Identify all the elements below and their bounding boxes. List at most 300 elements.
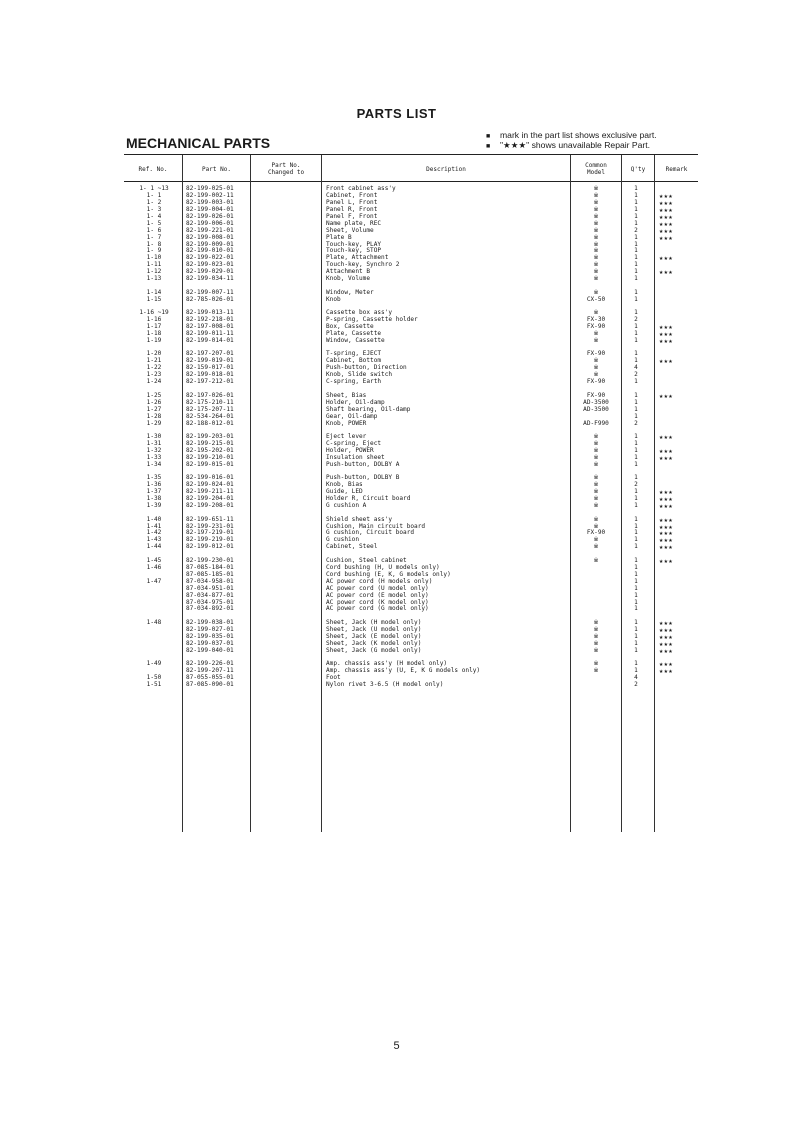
- part-no-cell: 82-199-203-01: [186, 433, 234, 441]
- ref-no-cell: 1- 7: [146, 233, 162, 241]
- description-cell: Box, Cassette: [326, 323, 374, 331]
- quantity-cell: 1: [634, 584, 638, 592]
- description-cell: Sheet, Jack (G model only): [326, 646, 422, 654]
- description-cell: Push-button, DOLBY A: [326, 460, 400, 468]
- description-cell: Cushion, Main circuit board: [326, 522, 426, 530]
- quantity-cell: 1: [634, 309, 638, 317]
- ref-no-cell: 1-21: [146, 357, 162, 365]
- quantity-cell: 1: [634, 570, 638, 578]
- ref-no-cell: 1-30: [146, 433, 162, 441]
- remark-cell: ★★★: [659, 336, 674, 345]
- part-no-cell: 82-199-025-01: [186, 185, 234, 192]
- description-cell: Amp. chassis ass'y (H model only): [326, 660, 448, 668]
- description-cell: T-spring, EJECT: [326, 350, 382, 358]
- part-no-cell: 82-197-008-01: [186, 323, 234, 331]
- table-row: [0, 242, 793, 249]
- ref-no-cell: 1- 9: [146, 247, 162, 255]
- ref-no-cell: 1-40: [146, 515, 162, 523]
- ref-no-cell: 1-43: [146, 536, 162, 544]
- table-row: [0, 448, 793, 455]
- ref-no-cell: 1- 3: [146, 205, 162, 213]
- quantity-cell: 1: [634, 515, 638, 523]
- quantity-cell: 1: [634, 646, 638, 654]
- part-no-cell: 82-199-002-11: [186, 191, 234, 199]
- parts-table-body: [0, 186, 793, 696]
- common-model-cell: ※: [593, 502, 599, 510]
- table-row: [0, 228, 793, 235]
- part-no-cell: 87-085-184-01: [186, 563, 234, 571]
- remark-cell: ★★★: [659, 233, 674, 242]
- common-model-cell: ※: [593, 212, 599, 220]
- table-row: [0, 200, 793, 207]
- part-no-cell: 82-199-037-01: [186, 639, 234, 647]
- ref-no-cell: 1-11: [146, 261, 162, 269]
- part-no-cell: 82-199-226-01: [186, 660, 234, 668]
- table-row: [0, 317, 793, 324]
- remark-cell: ★★★: [659, 556, 674, 565]
- description-cell: Plate B: [326, 233, 352, 241]
- table-row: [0, 193, 793, 200]
- remark-cell: ★★★: [659, 625, 674, 634]
- part-no-cell: 82-195-202-01: [186, 446, 234, 454]
- ref-no-cell: 1-42: [146, 529, 162, 537]
- remark-cell: ★★★: [659, 667, 674, 676]
- legend-note-text: "★★★" shows unavailable Repair Part.: [500, 140, 651, 150]
- header-description: Description: [426, 165, 466, 173]
- ref-no-cell: 1-39: [146, 502, 162, 510]
- ref-no-cell: 1-23: [146, 371, 162, 379]
- parts-group: [0, 475, 793, 510]
- part-no-cell: 82-199-016-01: [186, 474, 234, 482]
- table-row: [0, 503, 793, 510]
- quantity-cell: 1: [634, 625, 638, 633]
- part-no-cell: 82-199-231-01: [186, 522, 234, 530]
- quantity-cell: 1: [634, 191, 638, 199]
- table-row: [0, 606, 793, 613]
- header-quantity: Q'ty: [630, 165, 646, 173]
- legend-notes: [486, 131, 657, 151]
- part-no-cell: 87-034-892-01: [186, 605, 234, 613]
- part-no-cell: 82-199-007-11: [186, 288, 234, 296]
- part-no-cell: 82-199-013-11: [186, 309, 234, 317]
- parts-group: [0, 290, 793, 304]
- ref-no-cell: 1-32: [146, 446, 162, 454]
- common-model-cell: ※: [593, 536, 599, 544]
- remark-cell: ★★★: [659, 219, 674, 228]
- quantity-cell: 1: [634, 288, 638, 296]
- description-cell: Panel R, Front: [326, 205, 378, 213]
- quantity-cell: 1: [634, 412, 638, 420]
- quantity-cell: 2: [634, 481, 638, 489]
- part-no-cell: 82-199-035-01: [186, 632, 234, 640]
- part-no-cell: 82-199-004-01: [186, 205, 234, 213]
- common-model-cell: ※: [593, 488, 599, 496]
- description-cell: Knob, Volume: [326, 275, 371, 283]
- quantity-cell: 1: [634, 502, 638, 510]
- common-model-cell: ※: [593, 219, 599, 227]
- header-remark: Remark: [665, 165, 688, 173]
- part-no-cell: 82-199-207-11: [186, 667, 234, 675]
- description-cell: Nylon rivet 3-6.5 (H model only): [326, 681, 444, 689]
- part-no-cell: 82-199-204-01: [186, 495, 234, 503]
- table-row: [0, 496, 793, 503]
- ref-no-cell: 1-15: [146, 295, 162, 303]
- common-model-cell: ※: [593, 660, 599, 668]
- description-cell: G cushion A: [326, 502, 367, 510]
- quantity-cell: 2: [634, 226, 638, 234]
- parts-group: [0, 434, 793, 469]
- common-model-cell: FX-90: [586, 391, 606, 399]
- common-model-cell: FX-90: [586, 529, 606, 537]
- table-row: [0, 544, 793, 551]
- part-no-cell: 82-199-018-01: [186, 371, 234, 379]
- ref-no-cell: 1-45: [146, 556, 162, 564]
- remark-cell: ★★★: [659, 198, 674, 207]
- table-top-rule: [124, 154, 698, 155]
- remark-cell: ★★★: [659, 543, 674, 552]
- quantity-cell: 1: [634, 577, 638, 585]
- common-model-cell: ※: [593, 495, 599, 503]
- part-no-cell: 87-034-951-01: [186, 584, 234, 592]
- description-cell: Push-button, DOLBY B: [326, 474, 400, 482]
- part-no-cell: 82-199-026-01: [186, 212, 234, 220]
- table-row: [0, 248, 793, 255]
- remark-cell: ★★★: [659, 536, 674, 545]
- table-row: [0, 214, 793, 221]
- description-cell: Eject lever: [326, 433, 367, 441]
- square-bullet-icon: ■: [486, 133, 491, 140]
- header-ref-no: Ref. No.: [138, 165, 168, 173]
- quantity-cell: 1: [634, 563, 638, 571]
- part-no-cell: 82-199-008-01: [186, 233, 234, 241]
- description-cell: Amp. chassis ass'y (U, E, K G models only): [326, 667, 481, 675]
- table-row: [0, 393, 793, 400]
- ref-no-cell: 1-35: [146, 474, 162, 482]
- table-row: [0, 235, 793, 242]
- table-header-rule: [124, 181, 698, 182]
- square-bullet-icon: ■: [486, 143, 491, 150]
- part-no-cell: 82-188-012-01: [186, 419, 234, 427]
- table-row: [0, 414, 793, 421]
- ref-no-cell: 1-28: [146, 412, 162, 420]
- quantity-cell: 1: [634, 605, 638, 613]
- description-cell: Cushion, Steel cabinet: [326, 556, 407, 564]
- table-row: [0, 186, 793, 193]
- description-cell: C-spring, Eject: [326, 439, 382, 447]
- header-common-model: Common Model: [585, 162, 607, 176]
- common-model-cell: AD-3500: [583, 405, 609, 413]
- ref-no-cell: 1-29: [146, 419, 162, 427]
- description-cell: Knob, Bias: [326, 481, 363, 489]
- quantity-cell: 1: [634, 391, 638, 399]
- table-row: [0, 475, 793, 482]
- ref-no-cell: 1- 4: [146, 212, 162, 220]
- quantity-cell: 1: [634, 529, 638, 537]
- remark-cell: ★★★: [659, 254, 674, 263]
- common-model-cell: ※: [593, 254, 599, 262]
- remark-cell: ★★★: [659, 446, 674, 455]
- remark-cell: ★★★: [659, 357, 674, 366]
- part-no-cell: 82-785-026-01: [186, 295, 234, 303]
- ref-no-cell: 1-46: [146, 563, 162, 571]
- common-model-cell: ※: [593, 357, 599, 365]
- table-row: [0, 537, 793, 544]
- part-no-cell: 82-199-012-01: [186, 543, 234, 551]
- common-model-cell: ※: [593, 639, 599, 647]
- parts-group: [0, 558, 793, 614]
- description-cell: Holder, Oil-damp: [326, 398, 385, 406]
- description-cell: Sheet, Volume: [326, 226, 374, 234]
- remark-cell: ★★★: [659, 488, 674, 497]
- common-model-cell: ※: [593, 226, 599, 234]
- quantity-cell: 1: [634, 212, 638, 220]
- ref-no-cell: 1-16: [146, 316, 162, 324]
- parts-group: [0, 351, 793, 386]
- common-model-cell: ※: [593, 632, 599, 640]
- description-cell: Cabinet, Front: [326, 191, 378, 199]
- ref-no-cell: 1-51: [146, 681, 162, 689]
- quantity-cell: 1: [634, 254, 638, 262]
- remark-cell: ★★★: [659, 433, 674, 442]
- ref-no-cell: 1- 2: [146, 198, 162, 206]
- quantity-cell: 1: [634, 233, 638, 241]
- part-no-cell: 82-199-230-01: [186, 556, 234, 564]
- part-no-cell: 82-199-034-11: [186, 275, 234, 283]
- parts-group: [0, 620, 793, 655]
- ref-no-cell: 1-17: [146, 323, 162, 331]
- table-row: [0, 351, 793, 358]
- ref-no-cell: 1-33: [146, 453, 162, 461]
- part-no-cell: 82-199-221-01: [186, 226, 234, 234]
- remark-cell: ★★★: [659, 205, 674, 214]
- description-cell: Name plate, REC: [326, 219, 382, 227]
- common-model-cell: ※: [593, 240, 599, 248]
- common-model-cell: ※: [593, 330, 599, 337]
- ref-no-cell: 1-36: [146, 481, 162, 489]
- common-model-cell: ※: [593, 543, 599, 551]
- quantity-cell: 1: [634, 591, 638, 599]
- common-model-cell: ※: [593, 433, 599, 441]
- remark-cell: ★★★: [659, 212, 674, 221]
- description-cell: Shaft bearing, Oil-damp: [326, 405, 411, 413]
- quantity-cell: 1: [634, 336, 638, 344]
- ref-no-cell: 1-25: [146, 391, 162, 399]
- description-cell: Sheet, Jack (K model only): [326, 639, 422, 647]
- remark-cell: ★★★: [659, 646, 674, 655]
- quantity-cell: 2: [634, 371, 638, 379]
- part-no-cell: 82-199-027-01: [186, 625, 234, 633]
- part-no-cell: 82-534-264-01: [186, 412, 234, 420]
- table-row: [0, 221, 793, 228]
- ref-no-cell: 1-49: [146, 660, 162, 668]
- description-cell: AC power cord (H models only): [326, 577, 433, 585]
- description-cell: AC power cord (G model only): [326, 605, 429, 613]
- part-no-cell: 82-199-024-01: [186, 481, 234, 489]
- part-no-cell: 82-199-010-01: [186, 247, 234, 255]
- table-row: [0, 648, 793, 655]
- description-cell: Cord bushing (H, U models only): [326, 563, 440, 571]
- part-no-cell: 82-199-210-01: [186, 453, 234, 461]
- ref-no-cell: 1-16 ~19: [139, 309, 169, 317]
- common-model-cell: FX-90: [586, 323, 606, 331]
- description-cell: Sheet, Jack (U model only): [326, 625, 422, 633]
- remark-cell: ★★★: [659, 632, 674, 641]
- description-cell: Knob, POWER: [326, 419, 367, 427]
- ref-no-cell: 1-47: [146, 577, 162, 585]
- table-row: [0, 434, 793, 441]
- table-row: [0, 668, 793, 675]
- description-cell: Cord bushing (E, K, G models only): [326, 570, 451, 578]
- ref-no-cell: 1-31: [146, 439, 162, 447]
- description-cell: C-spring, Earth: [326, 378, 382, 386]
- description-cell: G cushion: [326, 536, 360, 544]
- part-no-cell: 82-199-219-01: [186, 536, 234, 544]
- table-row: [0, 379, 793, 386]
- part-no-cell: 87-034-877-01: [186, 591, 234, 599]
- common-model-cell: FX-30: [586, 316, 606, 324]
- common-model-cell: ※: [593, 522, 599, 530]
- quantity-cell: 1: [634, 240, 638, 248]
- quantity-cell: 1: [634, 543, 638, 551]
- table-row: [0, 530, 793, 537]
- part-no-cell: 82-199-040-01: [186, 646, 234, 654]
- description-cell: Touch-key, PLAY: [326, 240, 382, 248]
- remark-cell: ★★★: [659, 191, 674, 200]
- description-cell: Knob, Slide switch: [326, 371, 393, 379]
- quantity-cell: 1: [634, 357, 638, 365]
- common-model-cell: ※: [593, 261, 599, 269]
- quantity-cell: 2: [634, 681, 638, 689]
- quantity-cell: 1: [634, 205, 638, 213]
- description-cell: Insulation sheet: [326, 453, 385, 461]
- remark-cell: ★★★: [659, 391, 674, 400]
- ref-no-cell: 1-13: [146, 275, 162, 283]
- table-row: [0, 462, 793, 469]
- table-row: [0, 338, 793, 345]
- part-no-cell: 82-199-014-01: [186, 336, 234, 344]
- common-model-cell: ※: [593, 481, 599, 489]
- quantity-cell: 1: [634, 474, 638, 482]
- common-model-cell: ※: [593, 625, 599, 633]
- description-cell: Panel F, Front: [326, 212, 378, 220]
- part-no-cell: 82-175-207-11: [186, 405, 234, 413]
- ref-no-cell: 1-18: [146, 330, 162, 337]
- common-model-cell: ※: [593, 439, 599, 447]
- part-no-cell: 82-199-003-01: [186, 198, 234, 206]
- quantity-cell: 4: [634, 674, 638, 682]
- quantity-cell: 1: [634, 219, 638, 227]
- table-row: [0, 372, 793, 379]
- description-cell: Attachment B: [326, 268, 371, 276]
- part-no-cell: 82-199-211-11: [186, 488, 234, 496]
- common-model-cell: ※: [593, 275, 599, 283]
- remark-cell: ★★★: [659, 529, 674, 538]
- quantity-cell: 1: [634, 247, 638, 255]
- common-model-cell: ※: [593, 309, 599, 317]
- part-no-cell: 82-199-038-01: [186, 618, 234, 626]
- table-row: [0, 441, 793, 448]
- description-cell: Shield sheet ass'y: [326, 515, 393, 523]
- table-row: [0, 207, 793, 214]
- table-row: [0, 682, 793, 689]
- ref-no-cell: 1-10: [146, 254, 162, 262]
- description-cell: Holder, POWER: [326, 446, 374, 454]
- quantity-cell: 1: [634, 330, 638, 337]
- ref-no-cell: 1- 8: [146, 240, 162, 248]
- table-row: [0, 290, 793, 297]
- part-no-cell: 87-034-958-01: [186, 577, 234, 585]
- part-no-cell: 82-199-023-01: [186, 261, 234, 269]
- description-cell: Cabinet, Bottom: [326, 357, 382, 365]
- ref-no-cell: 1-14: [146, 288, 162, 296]
- common-model-cell: ※: [593, 247, 599, 255]
- remark-cell: ★★★: [659, 502, 674, 511]
- description-cell: Window, Cassette: [326, 336, 385, 344]
- part-no-cell: 82-175-210-11: [186, 398, 234, 406]
- common-model-cell: FX-90: [586, 350, 606, 358]
- common-model-cell: CX-50: [586, 295, 606, 303]
- remark-cell: ★★★: [659, 660, 674, 669]
- quantity-cell: 1: [634, 618, 638, 626]
- description-cell: Guide, LED: [326, 488, 363, 496]
- part-no-cell: 87-034-975-01: [186, 598, 234, 606]
- page-number: 5: [393, 1040, 400, 1052]
- common-model-cell: ※: [593, 205, 599, 213]
- parts-group: [0, 310, 793, 345]
- description-cell: Foot: [326, 674, 341, 682]
- quantity-cell: 1: [634, 522, 638, 530]
- quantity-cell: 1: [634, 323, 638, 331]
- common-model-cell: ※: [593, 460, 599, 468]
- part-no-cell: 82-197-026-01: [186, 391, 234, 399]
- quantity-cell: 1: [634, 446, 638, 454]
- description-cell: AC power cord (K model only): [326, 598, 429, 606]
- description-cell: G cushion, Circuit board: [326, 529, 415, 537]
- ref-no-cell: 1-22: [146, 364, 162, 372]
- quantity-cell: 1: [634, 275, 638, 283]
- common-model-cell: ※: [593, 556, 599, 564]
- part-no-cell: 87-085-090-01: [186, 681, 234, 689]
- ref-no-cell: 1-20: [146, 350, 162, 358]
- common-model-cell: AD-F990: [583, 419, 609, 427]
- remark-cell: ★★★: [659, 522, 674, 531]
- parts-group: [0, 517, 793, 552]
- part-no-cell: 82-197-207-01: [186, 350, 234, 358]
- part-no-cell: 87-085-185-01: [186, 570, 234, 578]
- common-model-cell: ※: [593, 453, 599, 461]
- ref-no-cell: 1-37: [146, 488, 162, 496]
- part-no-cell: 82-199-022-01: [186, 254, 234, 262]
- table-row: [0, 297, 793, 304]
- part-no-cell: 82-199-011-11: [186, 330, 234, 337]
- part-no-cell: 82-197-212-01: [186, 378, 234, 386]
- description-cell: Plate, Cassette: [326, 330, 382, 337]
- description-cell: P-spring, Cassette holder: [326, 316, 418, 324]
- parts-group: [0, 661, 793, 689]
- common-model-cell: ※: [593, 446, 599, 454]
- ref-no-cell: 1-19: [146, 336, 162, 344]
- description-cell: Sheet, Bias: [326, 391, 367, 399]
- quantity-cell: 2: [634, 419, 638, 427]
- ref-no-cell: 1-50: [146, 674, 162, 682]
- part-no-cell: 82-199-651-11: [186, 515, 234, 523]
- description-cell: Sheet, Jack (H model only): [326, 618, 422, 626]
- part-no-cell: 82-199-015-01: [186, 460, 234, 468]
- quantity-cell: 1: [634, 350, 638, 358]
- description-cell: Front cabinet ass'y: [326, 185, 396, 192]
- table-row: [0, 421, 793, 428]
- quantity-cell: 1: [634, 598, 638, 606]
